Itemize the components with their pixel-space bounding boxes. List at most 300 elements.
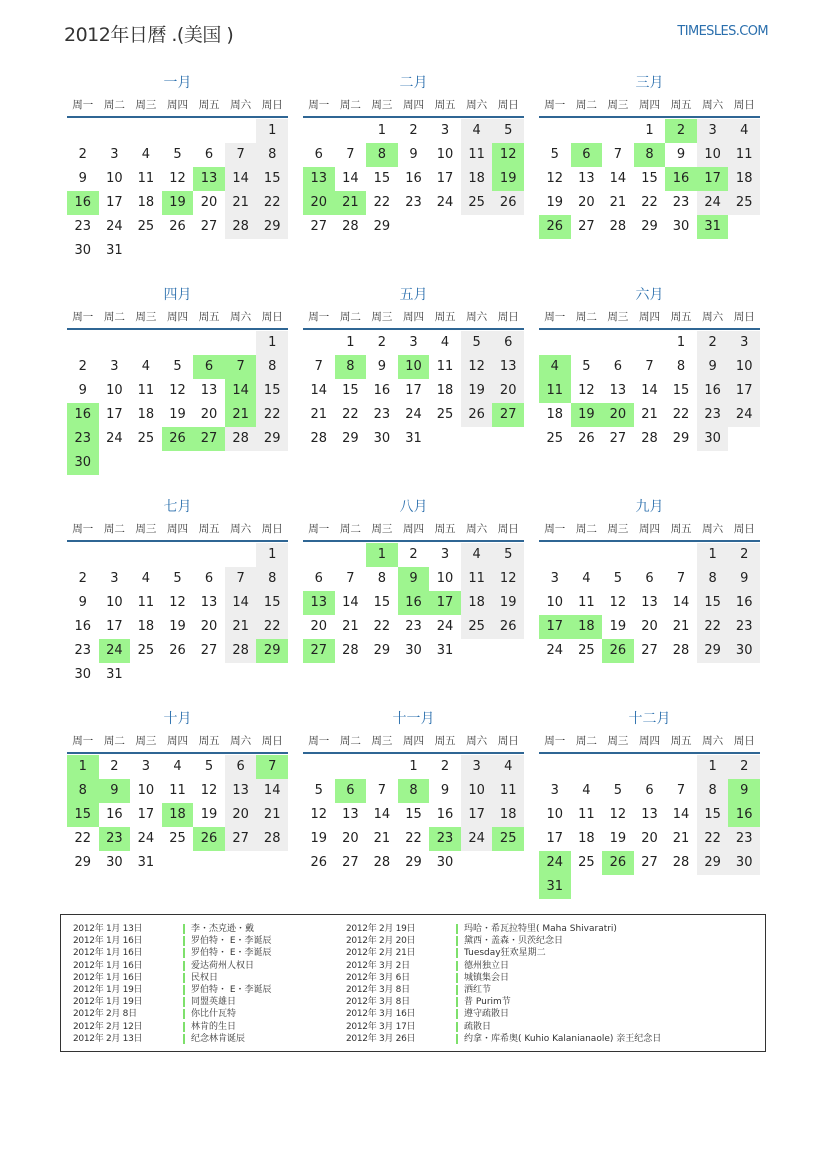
day-cell[interactable]: 28 <box>225 639 257 663</box>
day-cell[interactable]: 1 <box>676 335 686 350</box>
day-cell[interactable]: 23 <box>373 407 391 422</box>
holiday-day-cell[interactable]: 27 <box>492 403 524 427</box>
holiday-day-cell[interactable]: 23 <box>99 827 131 851</box>
day-cell[interactable]: 10 <box>546 595 564 610</box>
holiday-day-cell[interactable]: 13 <box>303 167 335 191</box>
day-cell[interactable]: 15 <box>256 167 288 191</box>
day-cell[interactable]: 10 <box>137 783 155 798</box>
day-cell[interactable]: 23 <box>728 827 760 851</box>
day-cell[interactable]: 6 <box>645 783 654 798</box>
holiday-day-cell[interactable]: 16 <box>398 591 430 615</box>
day-cell[interactable]: 18 <box>546 407 564 422</box>
day-cell[interactable]: 17 <box>106 407 123 422</box>
holiday-day-cell[interactable]: 15 <box>67 803 99 827</box>
day-cell[interactable]: 10 <box>106 383 123 398</box>
day-cell[interactable]: 7 <box>377 783 387 798</box>
day-cell[interactable]: 14 <box>342 595 359 610</box>
holiday-day-cell[interactable]: 13 <box>193 167 225 191</box>
day-cell[interactable]: 25 <box>137 219 155 234</box>
day-cell[interactable]: 13 <box>342 807 359 822</box>
day-cell[interactable]: 12 <box>200 783 218 798</box>
day-cell[interactable]: 18 <box>461 591 493 615</box>
day-cell[interactable]: 4 <box>141 359 151 374</box>
holiday-day-cell[interactable]: 31 <box>697 215 729 239</box>
day-cell[interactable]: 24 <box>436 619 454 634</box>
day-cell[interactable]: 8 <box>256 567 288 591</box>
holiday-day-cell[interactable]: 31 <box>539 875 571 899</box>
day-cell[interactable]: 5 <box>314 783 323 798</box>
day-cell[interactable]: 19 <box>169 619 186 634</box>
holiday-day-cell[interactable]: 26 <box>162 427 194 451</box>
brand-logo-text[interactable]: TIMESLES.COM <box>677 24 768 39</box>
day-cell[interactable]: 21 <box>310 407 328 422</box>
day-cell[interactable]: 16 <box>106 807 123 822</box>
day-cell[interactable]: 17 <box>546 831 564 846</box>
day-cell[interactable]: 14 <box>373 807 391 822</box>
day-cell[interactable]: 9 <box>697 355 729 379</box>
day-cell[interactable]: 29 <box>256 215 288 239</box>
day-cell[interactable]: 14 <box>672 595 690 610</box>
day-cell[interactable]: 21 <box>373 831 391 846</box>
day-cell[interactable]: 4 <box>582 783 591 798</box>
day-cell[interactable]: 6 <box>225 755 257 779</box>
day-cell[interactable]: 4 <box>141 147 151 162</box>
day-cell[interactable]: 9 <box>409 147 418 162</box>
holiday-day-cell[interactable]: 19 <box>492 167 524 191</box>
day-cell[interactable]: 27 <box>342 855 359 870</box>
day-cell[interactable]: 12 <box>609 807 627 822</box>
day-cell[interactable]: 29 <box>641 219 658 234</box>
day-cell[interactable]: 25 <box>169 831 186 846</box>
day-cell[interactable]: 10 <box>546 807 564 822</box>
day-cell[interactable]: 5 <box>613 571 623 586</box>
day-cell[interactable]: 15 <box>256 591 288 615</box>
day-cell[interactable]: 12 <box>169 383 186 398</box>
day-cell[interactable]: 21 <box>256 803 288 827</box>
day-cell[interactable]: 13 <box>609 383 627 398</box>
day-cell[interactable]: 12 <box>169 171 186 186</box>
holiday-day-cell[interactable]: 17 <box>539 615 571 639</box>
holiday-day-cell[interactable]: 16 <box>67 191 99 215</box>
day-cell[interactable]: 26 <box>461 403 493 427</box>
day-cell[interactable]: 20 <box>641 619 658 634</box>
day-cell[interactable]: 19 <box>310 831 328 846</box>
day-cell[interactable]: 11 <box>169 783 186 798</box>
holiday-day-cell[interactable]: 26 <box>602 851 634 875</box>
day-cell[interactable]: 25 <box>578 643 595 658</box>
day-cell[interactable]: 2 <box>110 759 119 774</box>
day-cell[interactable]: 11 <box>137 171 155 186</box>
day-cell[interactable]: 2 <box>728 755 760 779</box>
day-cell[interactable]: 23 <box>697 403 729 427</box>
day-cell[interactable]: 31 <box>137 855 155 870</box>
day-cell[interactable]: 11 <box>137 383 155 398</box>
day-cell[interactable]: 20 <box>200 407 218 422</box>
holiday-day-cell[interactable]: 8 <box>398 779 430 803</box>
day-cell[interactable]: 4 <box>141 571 151 586</box>
day-cell[interactable]: 24 <box>137 831 155 846</box>
day-cell[interactable]: 1 <box>377 123 387 138</box>
day-cell[interactable]: 28 <box>373 855 391 870</box>
holiday-day-cell[interactable]: 29 <box>256 639 288 663</box>
day-cell[interactable]: 6 <box>314 571 323 586</box>
day-cell[interactable]: 5 <box>492 543 524 567</box>
day-cell[interactable]: 12 <box>461 355 493 379</box>
day-cell[interactable]: 10 <box>436 147 454 162</box>
day-cell[interactable]: 31 <box>106 667 123 682</box>
day-cell[interactable]: 18 <box>578 831 595 846</box>
day-cell[interactable]: 13 <box>641 807 658 822</box>
holiday-day-cell[interactable]: 8 <box>67 779 99 803</box>
holiday-day-cell[interactable]: 8 <box>335 355 367 379</box>
day-cell[interactable]: 7 <box>676 783 686 798</box>
day-cell[interactable]: 28 <box>310 431 328 446</box>
day-cell[interactable]: 30 <box>436 855 454 870</box>
day-cell[interactable]: 28 <box>641 431 658 446</box>
day-cell[interactable]: 22 <box>373 619 391 634</box>
holiday-day-cell[interactable]: 1 <box>67 755 99 779</box>
day-cell[interactable]: 24 <box>106 219 123 234</box>
day-cell[interactable]: 29 <box>74 855 92 870</box>
day-cell[interactable]: 1 <box>346 335 355 350</box>
holiday-day-cell[interactable]: 25 <box>492 827 524 851</box>
day-cell[interactable]: 12 <box>546 171 564 186</box>
holiday-day-cell[interactable]: 23 <box>429 827 461 851</box>
day-cell[interactable]: 25 <box>546 431 564 446</box>
day-cell[interactable]: 13 <box>200 595 218 610</box>
day-cell[interactable]: 17 <box>461 803 493 827</box>
day-cell[interactable]: 22 <box>697 615 729 639</box>
day-cell[interactable]: 6 <box>613 359 623 374</box>
day-cell[interactable]: 23 <box>74 643 92 658</box>
day-cell[interactable]: 24 <box>405 407 422 422</box>
day-cell[interactable]: 2 <box>78 359 87 374</box>
day-cell[interactable]: 26 <box>492 191 524 215</box>
day-cell[interactable]: 21 <box>225 615 257 639</box>
day-cell[interactable]: 26 <box>492 615 524 639</box>
day-cell[interactable]: 8 <box>676 359 686 374</box>
day-cell[interactable]: 29 <box>373 643 391 658</box>
day-cell[interactable]: 4 <box>728 119 760 143</box>
day-cell[interactable]: 17 <box>137 807 155 822</box>
day-cell[interactable]: 19 <box>546 195 564 210</box>
day-cell[interactable]: 15 <box>373 595 391 610</box>
day-cell[interactable]: 16 <box>373 383 391 398</box>
day-cell[interactable]: 19 <box>461 379 493 403</box>
holiday-day-cell[interactable]: 6 <box>571 143 603 167</box>
day-cell[interactable]: 8 <box>256 355 288 379</box>
day-cell[interactable]: 1 <box>645 123 654 138</box>
day-cell[interactable]: 19 <box>169 407 186 422</box>
day-cell[interactable]: 14 <box>225 591 257 615</box>
holiday-day-cell[interactable]: 11 <box>539 379 571 403</box>
day-cell[interactable]: 16 <box>74 619 92 634</box>
day-cell[interactable]: 16 <box>436 807 454 822</box>
day-cell[interactable]: 28 <box>225 215 257 239</box>
day-cell[interactable]: 15 <box>342 383 359 398</box>
day-cell[interactable]: 9 <box>78 171 87 186</box>
day-cell[interactable]: 27 <box>578 219 595 234</box>
day-cell[interactable]: 21 <box>672 831 690 846</box>
day-cell[interactable]: 28 <box>225 427 257 451</box>
day-cell[interactable]: 23 <box>74 219 92 234</box>
day-cell[interactable]: 21 <box>225 191 257 215</box>
holiday-day-cell[interactable]: 10 <box>398 355 430 379</box>
day-cell[interactable]: 3 <box>550 783 559 798</box>
day-cell[interactable]: 28 <box>672 855 690 870</box>
day-cell[interactable]: 14 <box>342 171 359 186</box>
day-cell[interactable]: 15 <box>256 379 288 403</box>
day-cell[interactable]: 3 <box>110 147 119 162</box>
day-cell[interactable]: 21 <box>609 195 627 210</box>
holiday-day-cell[interactable]: 9 <box>398 567 430 591</box>
day-cell[interactable]: 3 <box>550 571 559 586</box>
day-cell[interactable]: 19 <box>200 807 218 822</box>
day-cell[interactable]: 11 <box>492 779 524 803</box>
day-cell[interactable]: 13 <box>200 383 218 398</box>
holiday-day-cell[interactable]: 19 <box>571 403 603 427</box>
day-cell[interactable]: 26 <box>169 219 186 234</box>
day-cell[interactable]: 20 <box>200 619 218 634</box>
day-cell[interactable]: 4 <box>461 119 493 143</box>
day-cell[interactable]: 5 <box>173 359 182 374</box>
day-cell[interactable]: 18 <box>436 383 454 398</box>
day-cell[interactable]: 23 <box>405 195 422 210</box>
day-cell[interactable]: 3 <box>728 331 760 355</box>
day-cell[interactable]: 26 <box>169 643 186 658</box>
day-cell[interactable]: 21 <box>342 619 359 634</box>
day-cell[interactable]: 12 <box>310 807 328 822</box>
day-cell[interactable]: 14 <box>609 171 627 186</box>
day-cell[interactable]: 23 <box>728 615 760 639</box>
day-cell[interactable]: 25 <box>137 431 155 446</box>
holiday-day-cell[interactable]: 27 <box>303 639 335 663</box>
holiday-day-cell[interactable]: 6 <box>335 779 367 803</box>
day-cell[interactable]: 13 <box>578 171 595 186</box>
day-cell[interactable]: 4 <box>440 335 450 350</box>
day-cell[interactable]: 24 <box>546 643 564 658</box>
holiday-day-cell[interactable]: 17 <box>429 591 461 615</box>
day-cell[interactable]: 9 <box>78 595 87 610</box>
day-cell[interactable]: 7 <box>314 359 323 374</box>
day-cell[interactable]: 17 <box>106 619 123 634</box>
day-cell[interactable]: 27 <box>200 219 218 234</box>
day-cell[interactable]: 3 <box>141 759 151 774</box>
day-cell[interactable]: 7 <box>225 567 257 591</box>
day-cell[interactable]: 3 <box>409 335 418 350</box>
day-cell[interactable]: 11 <box>728 143 760 167</box>
day-cell[interactable]: 25 <box>137 643 155 658</box>
day-cell[interactable]: 30 <box>373 431 391 446</box>
day-cell[interactable]: 11 <box>578 595 595 610</box>
day-cell[interactable]: 18 <box>461 167 493 191</box>
day-cell[interactable]: 29 <box>405 855 422 870</box>
day-cell[interactable]: 1 <box>256 119 288 143</box>
day-cell[interactable]: 12 <box>609 595 627 610</box>
day-cell[interactable]: 20 <box>641 831 658 846</box>
day-cell[interactable]: 20 <box>578 195 595 210</box>
day-cell[interactable]: 18 <box>728 167 760 191</box>
day-cell[interactable]: 7 <box>346 147 355 162</box>
day-cell[interactable]: 27 <box>200 643 218 658</box>
day-cell[interactable]: 30 <box>728 639 760 663</box>
day-cell[interactable]: 17 <box>405 383 422 398</box>
holiday-day-cell[interactable]: 21 <box>335 191 367 215</box>
day-cell[interactable]: 24 <box>697 191 729 215</box>
day-cell[interactable]: 8 <box>256 143 288 167</box>
day-cell[interactable]: 24 <box>728 403 760 427</box>
holiday-day-cell[interactable]: 16 <box>67 403 99 427</box>
day-cell[interactable]: 13 <box>225 779 257 803</box>
day-cell[interactable]: 27 <box>641 643 658 658</box>
day-cell[interactable]: 22 <box>256 615 288 639</box>
day-cell[interactable]: 4 <box>173 759 182 774</box>
day-cell[interactable]: 11 <box>461 143 493 167</box>
day-cell[interactable]: 5 <box>173 571 182 586</box>
day-cell[interactable]: 7 <box>346 571 355 586</box>
day-cell[interactable]: 2 <box>440 759 450 774</box>
day-cell[interactable]: 3 <box>110 571 119 586</box>
day-cell[interactable]: 28 <box>342 219 359 234</box>
day-cell[interactable]: 23 <box>672 195 690 210</box>
day-cell[interactable]: 6 <box>314 147 323 162</box>
day-cell[interactable]: 2 <box>409 123 418 138</box>
day-cell[interactable]: 28 <box>672 643 690 658</box>
day-cell[interactable]: 8 <box>697 779 729 803</box>
day-cell[interactable]: 5 <box>204 759 214 774</box>
day-cell[interactable]: 24 <box>461 827 493 851</box>
holiday-day-cell[interactable]: 13 <box>303 591 335 615</box>
day-cell[interactable]: 4 <box>492 755 524 779</box>
day-cell[interactable]: 5 <box>613 783 623 798</box>
holiday-day-cell[interactable]: 16 <box>728 803 760 827</box>
day-cell[interactable]: 1 <box>256 543 288 567</box>
holiday-day-cell[interactable]: 9 <box>99 779 131 803</box>
holiday-day-cell[interactable]: 18 <box>571 615 603 639</box>
day-cell[interactable]: 6 <box>204 571 214 586</box>
holiday-day-cell[interactable]: 16 <box>665 167 697 191</box>
holiday-day-cell[interactable]: 23 <box>67 427 99 451</box>
day-cell[interactable]: 29 <box>256 427 288 451</box>
day-cell[interactable]: 9 <box>728 567 760 591</box>
day-cell[interactable]: 22 <box>405 831 422 846</box>
day-cell[interactable]: 10 <box>436 571 454 586</box>
holiday-day-cell[interactable]: 7 <box>256 755 288 779</box>
holiday-day-cell[interactable]: 8 <box>366 143 398 167</box>
holiday-day-cell[interactable]: 26 <box>602 639 634 663</box>
day-cell[interactable]: 21 <box>641 407 658 422</box>
day-cell[interactable]: 13 <box>492 355 524 379</box>
day-cell[interactable]: 20 <box>310 619 328 634</box>
day-cell[interactable]: 11 <box>461 567 493 591</box>
day-cell[interactable]: 30 <box>74 667 92 682</box>
day-cell[interactable]: 13 <box>641 595 658 610</box>
day-cell[interactable]: 27 <box>310 219 328 234</box>
day-cell[interactable]: 16 <box>405 171 422 186</box>
day-cell[interactable]: 16 <box>728 591 760 615</box>
day-cell[interactable]: 17 <box>106 195 123 210</box>
day-cell[interactable]: 8 <box>377 571 387 586</box>
day-cell[interactable]: 3 <box>110 359 119 374</box>
day-cell[interactable]: 10 <box>461 779 493 803</box>
day-cell[interactable]: 2 <box>377 335 387 350</box>
holiday-day-cell[interactable]: 7 <box>225 355 257 379</box>
day-cell[interactable]: 5 <box>173 147 182 162</box>
day-cell[interactable]: 1 <box>409 759 418 774</box>
holiday-day-cell[interactable]: 20 <box>303 191 335 215</box>
holiday-day-cell[interactable]: 12 <box>492 143 524 167</box>
holiday-day-cell[interactable]: 21 <box>225 403 257 427</box>
day-cell[interactable]: 25 <box>436 407 454 422</box>
day-cell[interactable]: 19 <box>492 591 524 615</box>
holiday-day-cell[interactable]: 6 <box>193 355 225 379</box>
day-cell[interactable]: 30 <box>405 643 422 658</box>
day-cell[interactable]: 2 <box>78 147 87 162</box>
holiday-day-cell[interactable]: 27 <box>193 427 225 451</box>
day-cell[interactable]: 12 <box>578 383 595 398</box>
day-cell[interactable]: 2 <box>697 331 729 355</box>
day-cell[interactable]: 24 <box>106 431 123 446</box>
day-cell[interactable]: 10 <box>106 171 123 186</box>
holiday-day-cell[interactable]: 18 <box>162 803 194 827</box>
day-cell[interactable]: 15 <box>697 591 729 615</box>
day-cell[interactable]: 23 <box>405 619 422 634</box>
day-cell[interactable]: 26 <box>578 431 595 446</box>
day-cell[interactable]: 30 <box>106 855 123 870</box>
day-cell[interactable]: 11 <box>578 807 595 822</box>
day-cell[interactable]: 31 <box>106 243 123 258</box>
holiday-day-cell[interactable]: 8 <box>634 143 666 167</box>
day-cell[interactable]: 15 <box>697 803 729 827</box>
holiday-day-cell[interactable]: 26 <box>193 827 225 851</box>
day-cell[interactable]: 20 <box>492 379 524 403</box>
day-cell[interactable]: 25 <box>461 615 493 639</box>
day-cell[interactable]: 7 <box>676 571 686 586</box>
day-cell[interactable]: 30 <box>697 427 729 451</box>
holiday-day-cell[interactable]: 17 <box>697 167 729 191</box>
day-cell[interactable]: 9 <box>377 359 387 374</box>
day-cell[interactable]: 25 <box>578 855 595 870</box>
day-cell[interactable]: 18 <box>137 407 155 422</box>
day-cell[interactable]: 15 <box>641 171 658 186</box>
day-cell[interactable]: 31 <box>405 431 422 446</box>
day-cell[interactable]: 28 <box>342 643 359 658</box>
holiday-day-cell[interactable]: 9 <box>728 779 760 803</box>
day-cell[interactable]: 18 <box>492 803 524 827</box>
holiday-day-cell[interactable]: 20 <box>602 403 634 427</box>
day-cell[interactable]: 26 <box>310 855 328 870</box>
day-cell[interactable]: 14 <box>641 383 658 398</box>
day-cell[interactable]: 7 <box>613 147 623 162</box>
day-cell[interactable]: 25 <box>728 191 760 215</box>
day-cell[interactable]: 29 <box>697 639 729 663</box>
day-cell[interactable]: 1 <box>256 331 288 355</box>
day-cell[interactable]: 5 <box>492 119 524 143</box>
day-cell[interactable]: 2 <box>728 543 760 567</box>
day-cell[interactable]: 21 <box>672 619 690 634</box>
day-cell[interactable]: 6 <box>204 147 214 162</box>
day-cell[interactable]: 3 <box>461 755 493 779</box>
day-cell[interactable]: 10 <box>106 595 123 610</box>
day-cell[interactable]: 27 <box>641 855 658 870</box>
day-cell[interactable]: 12 <box>492 567 524 591</box>
day-cell[interactable]: 14 <box>225 167 257 191</box>
day-cell[interactable]: 22 <box>672 407 690 422</box>
day-cell[interactable]: 9 <box>676 147 686 162</box>
day-cell[interactable]: 20 <box>225 803 257 827</box>
day-cell[interactable]: 18 <box>137 195 155 210</box>
day-cell[interactable]: 25 <box>461 191 493 215</box>
